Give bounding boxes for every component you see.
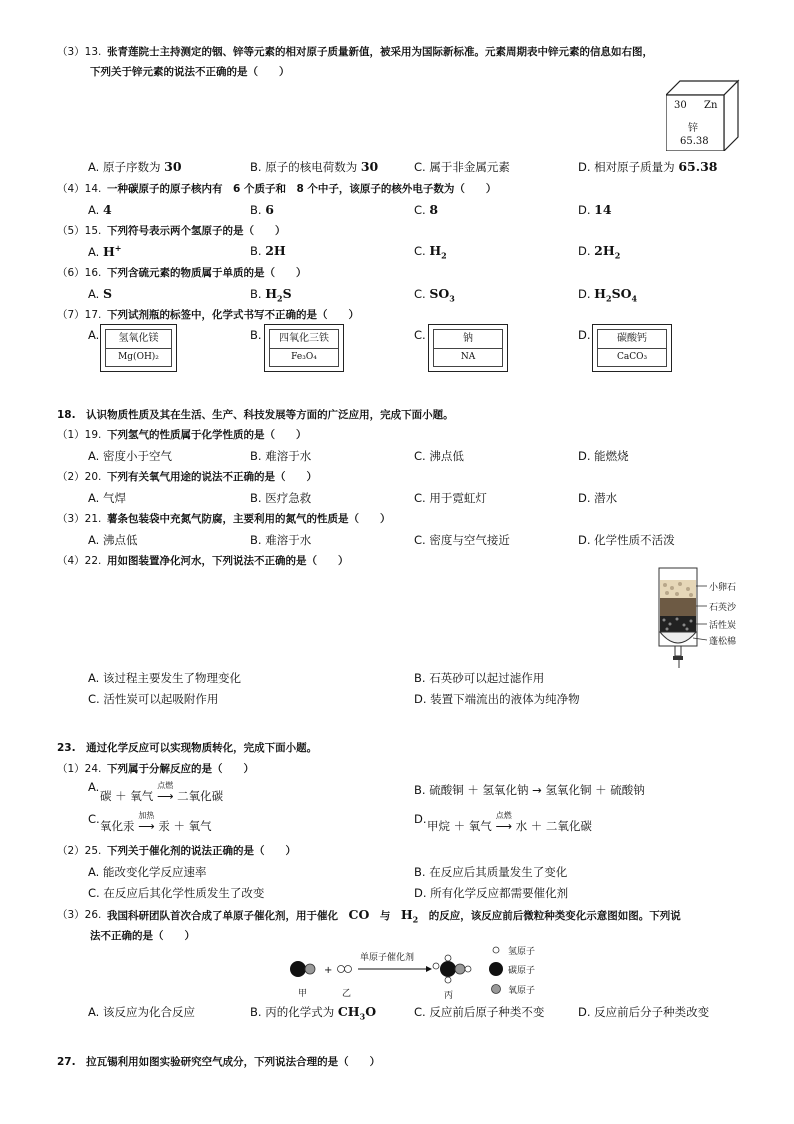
q22-prefix: （4）22. xyxy=(57,555,102,567)
catalyst-reaction-figure xyxy=(286,940,566,1000)
q26-option-c[interactable]: C. 反应前后原子种类不变 xyxy=(414,1005,545,1019)
q13-line1: 张青莲院士主持测定的铟、锌等元素的相对原子质量新值，被采用为国际新标准。元素周期表中锌元素的信息如右图， xyxy=(107,46,653,58)
zinc-element-card xyxy=(666,79,741,151)
q25-option-c[interactable]: C. 在反应后其化学性质发生了改变 xyxy=(88,886,265,900)
q25-prefix: （2）25. xyxy=(57,845,102,857)
filter-label-sand: 石英沙 xyxy=(709,603,737,613)
filter-label-carbon: 活性炭 xyxy=(709,621,737,631)
label-c-name: 钠 xyxy=(434,330,502,349)
q23-stem: 23. 通过化学反应可以实现物质转化，完成下面小题。 xyxy=(57,742,318,754)
zn-symbol: Zn xyxy=(704,100,718,111)
q13-option-d[interactable]: D. 相对原子质量为 65.38 xyxy=(578,159,718,174)
q17-option-d-letter[interactable]: D. xyxy=(578,328,591,342)
legend-carbon: 碳原子 xyxy=(508,966,536,976)
q14-option-c[interactable]: C. 8 xyxy=(414,202,439,217)
reagent-label-d[interactable] xyxy=(592,324,672,372)
zn-name: 锌 xyxy=(688,123,698,134)
label-b-name: 四氧化三铁 xyxy=(270,330,338,349)
q13-option-a[interactable]: A. 原子序数为 30 xyxy=(88,159,182,174)
q16-option-b[interactable]: B. $H_2S$ xyxy=(250,286,292,304)
q17-option-a-letter[interactable]: A. xyxy=(88,328,100,342)
label-d-name: 碳酸钙 xyxy=(598,330,666,349)
svg-text:+: + xyxy=(324,965,333,976)
q20-prefix: （2）20. xyxy=(57,471,102,483)
q24-stem: 下列属于分解反应的是（ ） xyxy=(107,763,254,775)
q16-stem: 下列含硫元素的物质属于单质的是（ ） xyxy=(107,267,307,279)
q24-option-c-letter[interactable]: C. xyxy=(88,812,100,826)
label-a-formula: Mg(OH)₂ xyxy=(118,352,159,362)
q15-option-a[interactable]: A. H+ xyxy=(88,243,122,260)
q21-option-d[interactable]: D. 化学性质不活泼 xyxy=(578,533,675,547)
legend-oxygen: 氧原子 xyxy=(508,986,536,996)
q19-option-a[interactable]: A. 密度小于空气 xyxy=(88,449,172,463)
q20-option-d[interactable]: D. 潜水 xyxy=(578,491,618,505)
rxn-c-condition: 加热 xyxy=(138,811,155,820)
q19-stem: 下列氢气的性质属于化学性质的是（ ） xyxy=(107,429,307,441)
q19-option-c[interactable]: C. 沸点低 xyxy=(414,449,464,463)
q16-option-c[interactable]: C. $SO_3$ xyxy=(414,286,455,304)
rxn-d-condition: 点燃 xyxy=(495,811,512,820)
q24-option-a-reaction[interactable]: 碳 ＋ 氧气 点燃 ⟶ 二氧化碳 xyxy=(100,781,224,803)
q14-stem: 一种碳原子的原子核内有 6 个质子和 8 个中子，该原子的核外电子数为（ ） xyxy=(107,183,497,195)
q19-prefix: （1）19. xyxy=(57,429,102,441)
zn-mass: 65.38 xyxy=(680,136,709,147)
q22-option-a[interactable]: A. 该过程主要发生了物理变化 xyxy=(88,671,241,685)
q15-option-b[interactable]: B. 2H xyxy=(250,243,286,258)
q24-option-d-reaction[interactable]: 甲烷 ＋ 氧气 点燃 ⟶ 水 ＋ 二氧化碳 xyxy=(427,811,592,833)
q24-option-d-letter[interactable]: D. xyxy=(414,812,427,826)
q24-option-b[interactable]: B. 硫酸铜 ＋ 氢氧化钠 → 氢氧化铜 ＋ 硫酸钠 xyxy=(414,783,645,797)
q22-option-b[interactable]: B. 石英砂可以起过滤作用 xyxy=(414,671,545,685)
figure-label-jia: 甲 xyxy=(298,989,308,999)
figure-label-yi: 乙 xyxy=(342,989,352,999)
q26-option-d[interactable]: D. 反应前后分子种类改变 xyxy=(578,1005,710,1019)
q15-prefix: （5）15. xyxy=(57,225,102,237)
q21-prefix: （3）21. xyxy=(57,513,102,525)
filter-label-pebbles: 小卵石 xyxy=(709,583,737,593)
legend-hydrogen: 氢原子 xyxy=(508,947,536,957)
q15-option-c[interactable]: C. $H_2$ xyxy=(414,243,447,261)
q21-option-b[interactable]: B. 难溶于水 xyxy=(250,533,312,547)
q26-prefix: （3）26. xyxy=(57,909,102,921)
reagent-label-a[interactable] xyxy=(100,324,177,372)
q24-prefix: （1）24. xyxy=(57,763,102,775)
q24-option-a-letter[interactable]: A. xyxy=(88,780,100,794)
q22-option-d[interactable]: D. 装置下端流出的液体为纯净物 xyxy=(414,692,580,706)
q17-prefix: （7）17. xyxy=(57,309,102,321)
reagent-label-c[interactable] xyxy=(428,324,508,372)
label-b-formula: Fe₃O₄ xyxy=(291,352,317,362)
label-a-name: 氢氧化镁 xyxy=(106,330,171,349)
q17-option-c-letter[interactable]: C. xyxy=(414,328,426,342)
q17-option-b-letter[interactable]: B. xyxy=(250,328,262,342)
q21-option-a[interactable]: A. 沸点低 xyxy=(88,533,138,547)
reagent-label-b[interactable] xyxy=(264,324,344,372)
q13-option-b[interactable]: B. 原子的核电荷数为 30 xyxy=(250,159,379,174)
q25-option-b[interactable]: B. 在反应后其质量发生了变化 xyxy=(414,865,568,879)
q21-stem: 薯条包装袋中充氮气防腐，主要利用的氮气的性质是（ ） xyxy=(107,513,391,525)
q14-option-a[interactable]: A. 4 xyxy=(88,202,112,217)
q19-option-d[interactable]: D. 能燃烧 xyxy=(578,449,629,463)
q19-option-b[interactable]: B. 难溶于水 xyxy=(250,449,312,463)
q24-option-c-reaction[interactable]: 氧化汞 加热 ⟶ 汞 ＋ 氧气 xyxy=(100,811,212,833)
filter-label-cotton: 蓬松棉 xyxy=(709,637,737,647)
q15-stem: 下列符号表示两个氢原子的是（ ） xyxy=(107,225,286,237)
q14-option-b[interactable]: B. 6 xyxy=(250,202,274,217)
q16-option-d[interactable]: D. $H_2SO_4$ xyxy=(578,286,638,304)
water-filter-figure xyxy=(655,566,755,670)
rxn-a-condition: 点燃 xyxy=(157,781,174,790)
q26-option-a[interactable]: A. 该反应为化合反应 xyxy=(88,1005,195,1019)
q20-option-b[interactable]: B. 医疗急救 xyxy=(250,491,312,505)
q14-option-d[interactable]: D. 14 xyxy=(578,202,612,217)
q20-stem: 下列有关氧气用途的说法不正确的是（ ） xyxy=(107,471,317,483)
q13-line2: 下列关于锌元素的说法不正确的是（ ） xyxy=(90,66,290,78)
q26-stem-line1: 我国科研团队首次合成了单原子催化剂，用于催化 CO 与 $H_2$ 的反应，该反应前后微粒种类变化示意图如图。下列说 xyxy=(107,907,681,925)
q25-option-a[interactable]: A. 能改变化学反应速率 xyxy=(88,865,207,879)
zn-number: 30 xyxy=(674,100,687,111)
q13-prefix: （3）13. xyxy=(57,46,102,58)
q15-option-d[interactable]: D. $2H_2$ xyxy=(578,243,621,261)
label-c-formula: NA xyxy=(460,352,476,362)
q25-stem: 下列关于催化剂的说法正确的是（ ） xyxy=(107,845,296,857)
q16-prefix: （6）16. xyxy=(57,267,102,279)
q27-stem: 27. 拉瓦锡利用如图实验研究空气成分，下列说法合理的是（ ） xyxy=(57,1056,381,1068)
q22-stem: 用如图装置净化河水，下列说法不正确的是（ ） xyxy=(107,555,349,567)
q20-option-a[interactable]: A. 气焊 xyxy=(88,491,126,505)
q14-prefix: （4）14. xyxy=(57,183,102,195)
q22-option-c[interactable]: C. 活性炭可以起吸附作用 xyxy=(88,692,219,706)
catalyst-label: 单原子催化剂 xyxy=(360,953,415,963)
label-d-formula: CaCO₃ xyxy=(616,352,648,362)
q20-option-c[interactable]: C. 用于霓虹灯 xyxy=(414,491,487,505)
q18-stem: 18. 认识物质性质及其在生活、生产、科技发展等方面的广泛应用，完成下面小题。 xyxy=(57,409,454,421)
q16-option-a[interactable]: A. S xyxy=(88,286,113,301)
q26-option-b[interactable]: B. 丙的化学式为 $CH_3O$ xyxy=(250,1004,377,1022)
q13-option-c[interactable]: C. 属于非金属元素 xyxy=(414,160,510,174)
q26-stem-line2: 法不正确的是（ ） xyxy=(90,930,195,942)
figure-label-bing: 丙 xyxy=(444,991,454,1001)
q25-option-d[interactable]: D. 所有化学反应都需要催化剂 xyxy=(414,886,569,900)
q17-stem: 下列试剂瓶的标签中，化学式书写不正确的是（ ） xyxy=(107,309,359,321)
q21-option-c[interactable]: C. 密度与空气接近 xyxy=(414,533,510,547)
